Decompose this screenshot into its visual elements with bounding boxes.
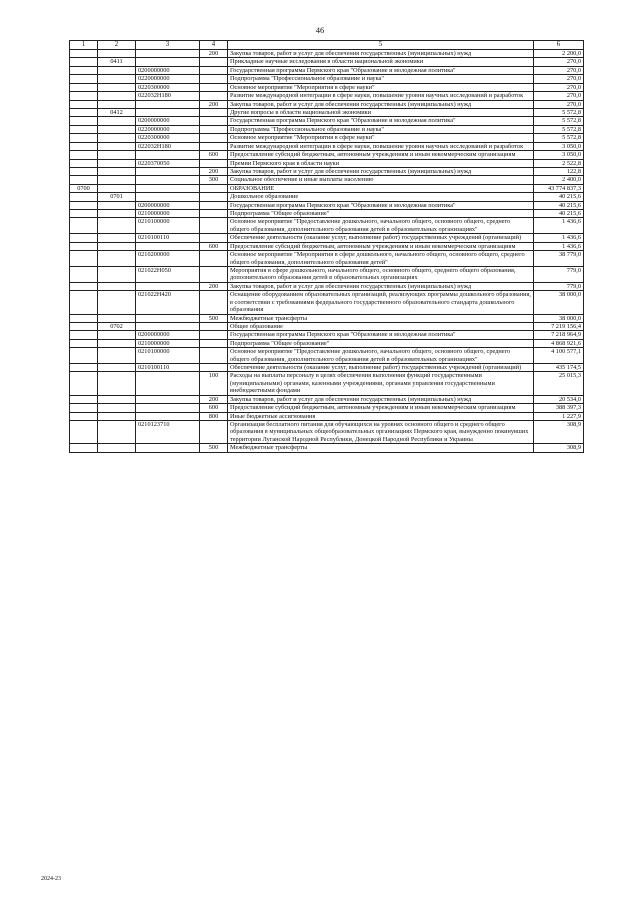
subsection-code-cell (98, 100, 136, 108)
header-cell: 6 (534, 41, 584, 50)
section-code-cell (70, 134, 98, 142)
amount-cell: 40 215,6 (534, 201, 584, 209)
section-code-cell (70, 92, 98, 100)
expense-type-cell (200, 75, 228, 83)
amount-cell: 270,0 (534, 75, 584, 83)
subsection-code-cell: 0411 (98, 58, 136, 66)
target-article-cell (136, 100, 200, 108)
item-name-cell: Дошкольное образование (228, 193, 534, 201)
expense-type-cell (200, 92, 228, 100)
section-code-cell (70, 75, 98, 83)
amount-cell: 270,0 (534, 100, 584, 108)
target-article-cell (136, 242, 200, 250)
section-code-cell (70, 395, 98, 403)
table-row (70, 159, 584, 167)
section-code-cell (70, 282, 98, 290)
section-code-cell (70, 251, 98, 267)
table-row (70, 339, 584, 347)
table-row (70, 412, 584, 420)
subsection-code-cell (98, 282, 136, 290)
subsection-code-cell (98, 234, 136, 242)
subsection-code-cell (98, 134, 136, 142)
section-code-cell (70, 421, 98, 444)
table-row (70, 100, 584, 108)
expense-type-cell: 200 (200, 50, 228, 58)
section-code-cell (70, 58, 98, 66)
section-code-cell (70, 117, 98, 125)
amount-cell: 1 436,6 (534, 242, 584, 250)
table-row (70, 58, 584, 66)
section-code-cell (70, 167, 98, 175)
item-name-cell: Иные бюджетные ассигнования (228, 412, 534, 420)
section-code-cell (70, 234, 98, 242)
target-article-cell: 0220300000 (136, 134, 200, 142)
table-row (70, 251, 584, 267)
table-row (70, 291, 584, 314)
subsection-code-cell (98, 218, 136, 234)
section-code-cell (70, 314, 98, 322)
target-article-cell (136, 151, 200, 159)
target-article-cell: 0210100110 (136, 234, 200, 242)
amount-cell: 7 219 156,4 (534, 322, 584, 330)
subsection-code-cell (98, 50, 136, 58)
target-article-cell (136, 108, 200, 116)
table-row (70, 444, 584, 452)
amount-cell: 3 050,0 (534, 151, 584, 159)
section-code-cell (70, 193, 98, 201)
item-name-cell: Межбюджетные трансферты (228, 314, 534, 322)
item-name-cell: Подпрограмма "Профессиональное образование и наука" (228, 125, 534, 133)
amount-cell: 4 868 921,6 (534, 339, 584, 347)
target-article-cell (136, 50, 200, 58)
item-name-cell: Мероприятия в сфере дошкольного, начального общего, основного общего, среднего общего образования, дополнительного образования детей в образовательных организациях (228, 266, 534, 282)
section-code-cell (70, 176, 98, 184)
item-name-cell: Расходы на выплаты персоналу в целях обеспечения выполнения функций государственными (муниципальными) органами, казенными учреждениями, органами управления государственными внебюджетными фондами (228, 372, 534, 395)
amount-cell: 25 015,3 (534, 372, 584, 395)
amount-cell: 435 174,5 (534, 364, 584, 372)
amount-cell: 2 400,0 (534, 176, 584, 184)
target-article-cell: 0200000000 (136, 66, 200, 74)
target-article-cell (136, 372, 200, 395)
target-article-cell (136, 184, 200, 192)
item-name-cell: Обеспечение деятельности (оказание услуг, выполнение работ) государственных учреждений (организаций) (228, 234, 534, 242)
table-row (70, 193, 584, 201)
amount-cell: 270,0 (534, 66, 584, 74)
subsection-code-cell (98, 251, 136, 267)
amount-cell: 388 397,3 (534, 404, 584, 412)
table-row (70, 75, 584, 83)
amount-cell: 1 436,6 (534, 234, 584, 242)
item-name-cell: ОБРАЗОВАНИЕ (228, 184, 534, 192)
table-row (70, 372, 584, 395)
subsection-code-cell (98, 125, 136, 133)
target-article-cell: 0220370050 (136, 159, 200, 167)
subsection-code-cell (98, 75, 136, 83)
item-name-cell: Оснащение оборудованием образовательных организаций, реализующих программы дошкольного образования, в соответствии с требованиями федерального государственного образовательного стандарта дошкольного образования (228, 291, 534, 314)
table-row (70, 395, 584, 403)
subsection-code-cell (98, 266, 136, 282)
subsection-code-cell (98, 348, 136, 364)
subsection-code-cell (98, 92, 136, 100)
expense-type-cell: 200 (200, 282, 228, 290)
section-code-cell (70, 364, 98, 372)
amount-cell: 38 779,0 (534, 251, 584, 267)
expense-type-cell (200, 117, 228, 125)
amount-cell: 40 215,6 (534, 193, 584, 201)
table-row (70, 314, 584, 322)
target-article-cell (136, 176, 200, 184)
target-article-cell: 0210000000 (136, 339, 200, 347)
expense-type-cell (200, 421, 228, 444)
table-row (70, 151, 584, 159)
expense-type-cell: 500 (200, 314, 228, 322)
amount-cell: 779,0 (534, 266, 584, 282)
expense-type-cell (200, 322, 228, 330)
section-code-cell (70, 322, 98, 330)
subsection-code-cell (98, 372, 136, 395)
table-row (70, 83, 584, 91)
amount-cell: 308,9 (534, 421, 584, 444)
target-article-cell: 022032Н180 (136, 92, 200, 100)
target-article-cell (136, 314, 200, 322)
target-article-cell: 0220000000 (136, 125, 200, 133)
expense-type-cell (200, 348, 228, 364)
item-name-cell: Общее образование (228, 322, 534, 330)
item-name-cell: Предоставление субсидий бюджетным, автономным учреждениям и иным некоммерческим организациям (228, 404, 534, 412)
expense-type-cell: 600 (200, 151, 228, 159)
subsection-code-cell (98, 210, 136, 218)
section-code-cell (70, 100, 98, 108)
amount-cell: 5 572,8 (534, 117, 584, 125)
table-row (70, 210, 584, 218)
target-article-cell: 0210200000 (136, 251, 200, 267)
amount-cell: 5 572,8 (534, 125, 584, 133)
subsection-code-cell (98, 404, 136, 412)
target-article-cell: 0220300000 (136, 83, 200, 91)
subsection-code-cell (98, 167, 136, 175)
amount-cell: 1 436,6 (534, 218, 584, 234)
subsection-code-cell (98, 421, 136, 444)
expense-type-cell: 600 (200, 242, 228, 250)
expense-type-cell (200, 83, 228, 91)
table-row (70, 167, 584, 175)
item-name-cell: Прикладные научные исследования в области национальной экономики (228, 58, 534, 66)
item-name-cell: Закупка товаров, работ и услуг для обеспечения государственных (муниципальных) нужд (228, 282, 534, 290)
table-row (70, 364, 584, 372)
header-cell: 3 (136, 41, 200, 50)
item-name-cell: Развитие международной интеграции в сфере науки, повышение уровня научных исследований и разработок (228, 142, 534, 150)
target-article-cell: 022032Н180 (136, 142, 200, 150)
item-name-cell: Подпрограмма "Общее образование" (228, 339, 534, 347)
subsection-code-cell (98, 331, 136, 339)
subsection-code-cell (98, 201, 136, 209)
target-article-cell (136, 322, 200, 330)
subsection-code-cell (98, 339, 136, 347)
section-code-cell (70, 50, 98, 58)
expense-type-cell (200, 58, 228, 66)
item-name-cell: Развитие международной интеграции в сфере науки, повышение уровня научных исследований и разработок (228, 92, 534, 100)
table-row (70, 117, 584, 125)
section-code-cell (70, 151, 98, 159)
expense-type-cell (200, 331, 228, 339)
table-row (70, 242, 584, 250)
expense-type-cell (200, 201, 228, 209)
target-article-cell (136, 193, 200, 201)
subsection-code-cell (98, 314, 136, 322)
table-row (70, 201, 584, 209)
subsection-code-cell (98, 184, 136, 192)
item-name-cell: Обеспечение деятельности (оказание услуг, выполнение работ) государственных учреждений (организаций) (228, 364, 534, 372)
amount-cell: 270,0 (534, 58, 584, 66)
target-article-cell: 0200000000 (136, 117, 200, 125)
amount-cell: 43 774 837,3 (534, 184, 584, 192)
amount-cell: 20 534,0 (534, 395, 584, 403)
amount-cell: 38 000,0 (534, 314, 584, 322)
subsection-code-cell (98, 242, 136, 250)
expense-type-cell (200, 266, 228, 282)
section-code-cell (70, 242, 98, 250)
footer-document-code: 2024-23 (41, 876, 61, 882)
subsection-code-cell (98, 151, 136, 159)
item-name-cell: Закупка товаров, работ и услуг для обеспечения государственных (муниципальных) нужд (228, 167, 534, 175)
budget-table-body (70, 41, 584, 453)
table-row (70, 92, 584, 100)
table-row (70, 142, 584, 150)
section-code-cell (70, 83, 98, 91)
amount-cell: 308,9 (534, 444, 584, 452)
section-code-cell (70, 339, 98, 347)
expense-type-cell (200, 339, 228, 347)
section-code-cell (70, 348, 98, 364)
expense-type-cell (200, 251, 228, 267)
expense-type-cell (200, 159, 228, 167)
expense-type-cell: 200 (200, 100, 228, 108)
amount-cell: 122,8 (534, 167, 584, 175)
subsection-code-cell (98, 159, 136, 167)
table-row (70, 234, 584, 242)
target-article-cell (136, 58, 200, 66)
section-code-cell (70, 218, 98, 234)
item-name-cell: Основное мероприятие "Мероприятия в сфере дошкольного, начального общего, основного общего, среднего общего образования, дополнительного образования детей" (228, 251, 534, 267)
amount-cell: 38 000,0 (534, 291, 584, 314)
subsection-code-cell: 0702 (98, 322, 136, 330)
table-row (70, 322, 584, 330)
header-row (70, 41, 584, 50)
item-name-cell: Подпрограмма "Общее образование" (228, 210, 534, 218)
amount-cell: 270,0 (534, 92, 584, 100)
subsection-code-cell (98, 364, 136, 372)
item-name-cell: Премии Пермского края в области науки (228, 159, 534, 167)
target-article-cell: 0210123710 (136, 421, 200, 444)
target-article-cell (136, 282, 200, 290)
section-code-cell (70, 412, 98, 420)
section-code-cell (70, 404, 98, 412)
item-name-cell: Подпрограмма "Профессиональное образование и наука" (228, 75, 534, 83)
subsection-code-cell (98, 66, 136, 74)
table-row (70, 266, 584, 282)
expense-type-cell (200, 134, 228, 142)
subsection-code-cell (98, 176, 136, 184)
expense-type-cell: 200 (200, 395, 228, 403)
table-row (70, 66, 584, 74)
amount-cell: 5 572,8 (534, 108, 584, 116)
item-name-cell: Межбюджетные трансферты (228, 444, 534, 452)
table-row (70, 282, 584, 290)
target-article-cell (136, 404, 200, 412)
target-article-cell: 0210100000 (136, 348, 200, 364)
amount-cell: 3 050,0 (534, 142, 584, 150)
expense-type-cell (200, 234, 228, 242)
amount-cell: 7 218 964,9 (534, 331, 584, 339)
expense-type-cell: 300 (200, 176, 228, 184)
amount-cell: 4 100 577,1 (534, 348, 584, 364)
item-name-cell: Предоставление субсидий бюджетным, автономным учреждениям и иным некоммерческим организациям (228, 151, 534, 159)
budget-table (69, 40, 584, 453)
subsection-code-cell: 0412 (98, 108, 136, 116)
subsection-code-cell (98, 412, 136, 420)
section-code-cell (70, 331, 98, 339)
expense-type-cell (200, 210, 228, 218)
item-name-cell: Социальное обеспечение и иные выплаты населению (228, 176, 534, 184)
target-article-cell: 0200000000 (136, 331, 200, 339)
item-name-cell: Организация бесплатного питания для обучающихся на уровнях основного общего и среднего общего образования в муниципальных общеобразовательных организациях Пермского края, вынужденно покинувших территории Луганской Народной Республики, Донецкой Народной Республики и Украины (228, 421, 534, 444)
expense-type-cell: 200 (200, 167, 228, 175)
subsection-code-cell (98, 395, 136, 403)
subsection-code-cell (98, 83, 136, 91)
table-row (70, 218, 584, 234)
table-row (70, 176, 584, 184)
section-code-cell (70, 142, 98, 150)
table-row (70, 108, 584, 116)
amount-cell: 2 522,8 (534, 159, 584, 167)
expense-type-cell (200, 218, 228, 234)
target-article-cell: 0210100110 (136, 364, 200, 372)
item-name-cell: Закупка товаров, работ и услуг для обеспечения государственных (муниципальных) нужд (228, 395, 534, 403)
expense-type-cell (200, 66, 228, 74)
target-article-cell (136, 444, 200, 452)
target-article-cell: 0200000000 (136, 201, 200, 209)
target-article-cell (136, 395, 200, 403)
section-code-cell (70, 108, 98, 116)
header-cell: 4 (200, 41, 228, 50)
subsection-code-cell (98, 444, 136, 452)
item-name-cell: Закупка товаров, работ и услуг для обеспечения государственных (муниципальных) нужд (228, 100, 534, 108)
section-code-cell (70, 291, 98, 314)
expense-type-cell (200, 142, 228, 150)
expense-type-cell: 600 (200, 404, 228, 412)
page-number: 46 (315, 25, 325, 35)
table-row (70, 404, 584, 412)
table-row (70, 348, 584, 364)
table-row (70, 421, 584, 444)
expense-type-cell (200, 184, 228, 192)
amount-cell: 779,0 (534, 282, 584, 290)
expense-type-cell: 100 (200, 372, 228, 395)
subsection-code-cell (98, 142, 136, 150)
section-code-cell (70, 444, 98, 452)
target-article-cell: 021022Н420 (136, 291, 200, 314)
item-name-cell: Государственная программа Пермского края "Образование и молодежная политика" (228, 331, 534, 339)
expense-type-cell (200, 125, 228, 133)
subsection-code-cell (98, 291, 136, 314)
target-article-cell: 0210100000 (136, 218, 200, 234)
header-cell: 2 (98, 41, 136, 50)
expense-type-cell (200, 291, 228, 314)
item-name-cell: Основное мероприятие "Мероприятия в сфере науки" (228, 134, 534, 142)
item-name-cell: Основное мероприятие "Мероприятия в сфере науки" (228, 83, 534, 91)
amount-cell: 1 227,9 (534, 412, 584, 420)
item-name-cell: Государственная программа Пермского края "Образование и молодежная политика" (228, 201, 534, 209)
table-row (70, 184, 584, 192)
item-name-cell: Закупка товаров, работ и услуг для обеспечения государственных (муниципальных) нужд (228, 50, 534, 58)
expense-type-cell: 800 (200, 412, 228, 420)
header-cell: 5 (228, 41, 534, 50)
target-article-cell: 0210000000 (136, 210, 200, 218)
amount-cell: 5 572,8 (534, 134, 584, 142)
table-row (70, 50, 584, 58)
subsection-code-cell (98, 117, 136, 125)
table-row (70, 125, 584, 133)
item-name-cell: Основное мероприятие "Предоставление дошкольного, начального общего, основного общего, среднего общего образования, дополнительного образования детей в образовательных организациях" (228, 218, 534, 234)
header-cell: 1 (70, 41, 98, 50)
target-article-cell: 0220000000 (136, 75, 200, 83)
target-article-cell (136, 412, 200, 420)
amount-cell: 2 200,0 (534, 50, 584, 58)
section-code-cell: 0700 (70, 184, 98, 192)
item-name-cell: Основное мероприятие "Предоставление дошкольного, начального общего, основного общего, среднего общего образования, дополнительного образования детей в образовательных организациях" (228, 348, 534, 364)
expense-type-cell (200, 108, 228, 116)
amount-cell: 40 215,6 (534, 210, 584, 218)
target-article-cell (136, 167, 200, 175)
target-article-cell: 021022Н050 (136, 266, 200, 282)
section-code-cell (70, 201, 98, 209)
table-row (70, 134, 584, 142)
expense-type-cell (200, 364, 228, 372)
section-code-cell (70, 372, 98, 395)
item-name-cell: Государственная программа Пермского края "Образование и молодежная политика" (228, 117, 534, 125)
section-code-cell (70, 125, 98, 133)
item-name-cell: Государственная программа Пермского края "Образование и молодежная политика" (228, 66, 534, 74)
amount-cell: 270,0 (534, 83, 584, 91)
section-code-cell (70, 159, 98, 167)
expense-type-cell: 500 (200, 444, 228, 452)
item-name-cell: Предоставление субсидий бюджетным, автономным учреждениям и иным некоммерческим организациям (228, 242, 534, 250)
section-code-cell (70, 66, 98, 74)
table-row (70, 331, 584, 339)
section-code-cell (70, 266, 98, 282)
section-code-cell (70, 210, 98, 218)
subsection-code-cell: 0701 (98, 193, 136, 201)
expense-type-cell (200, 193, 228, 201)
item-name-cell: Другие вопросы в области национальной экономики (228, 108, 534, 116)
